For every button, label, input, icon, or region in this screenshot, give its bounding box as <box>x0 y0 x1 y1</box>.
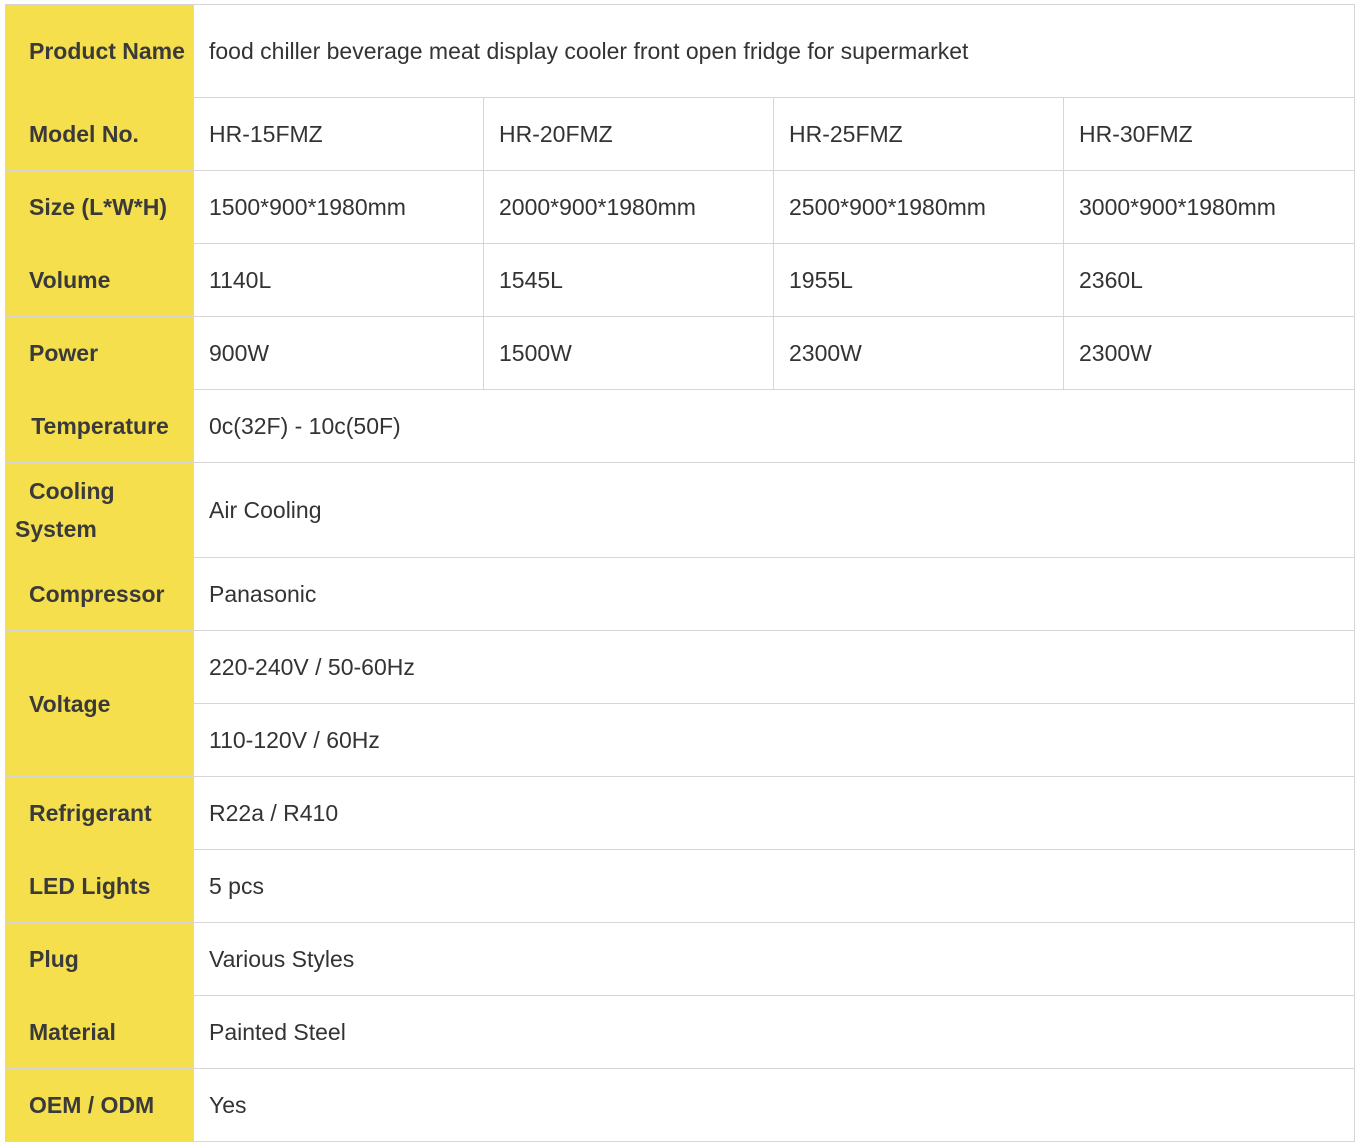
value-refrigerant: R22a / R410 <box>194 777 1355 850</box>
label-oem-odm: OEM / ODM <box>6 1069 194 1142</box>
value-size-4: 3000*900*1980mm <box>1064 171 1355 244</box>
label-led-lights: LED Lights <box>6 850 194 923</box>
row-led-lights <box>6 850 1355 923</box>
row-plug <box>6 923 1355 996</box>
row-power <box>6 317 1355 390</box>
label-compressor: Compressor <box>6 558 194 631</box>
label-refrigerant: Refrigerant <box>6 777 194 850</box>
row-compressor <box>6 558 1355 631</box>
label-plug: Plug <box>6 923 194 996</box>
value-model-3: HR-25FMZ <box>774 98 1064 171</box>
value-voltage-1: 220-240V / 50-60Hz <box>194 631 1355 704</box>
value-power-4: 2300W <box>1064 317 1355 390</box>
row-voltage-2 <box>6 704 1355 777</box>
value-led-lights: 5 pcs <box>194 850 1355 923</box>
value-volume-3: 1955L <box>774 244 1064 317</box>
value-temperature: 0c(32F) - 10c(50F) <box>194 390 1355 463</box>
value-power-3: 2300W <box>774 317 1064 390</box>
value-model-2: HR-20FMZ <box>484 98 774 171</box>
row-volume <box>6 244 1355 317</box>
row-refrigerant <box>6 777 1355 850</box>
row-model <box>6 98 1355 171</box>
row-material <box>6 996 1355 1069</box>
value-voltage-2: 110-120V / 60Hz <box>194 704 1355 777</box>
row-voltage-1 <box>6 631 1355 704</box>
label-voltage: Voltage <box>6 631 194 777</box>
label-power: Power <box>6 317 194 390</box>
label-cooling-system-text: Cooling System <box>15 478 115 542</box>
label-size: Size (L*W*H) <box>6 171 194 244</box>
label-volume: Volume <box>6 244 194 317</box>
label-product-name <box>6 5 194 98</box>
value-compressor: Panasonic <box>194 558 1355 631</box>
value-volume-4: 2360L <box>1064 244 1355 317</box>
label-temperature: Temperature <box>6 390 194 463</box>
value-product-name: food chiller beverage meat display cooler front open fridge for supermarket <box>194 5 1355 98</box>
value-size-3: 2500*900*1980mm <box>774 171 1064 244</box>
row-cooling-system <box>6 463 1355 558</box>
label-model: Model No. <box>6 98 194 171</box>
label-product-name-text: Product Name <box>29 38 185 64</box>
value-size-1: 1500*900*1980mm <box>194 171 484 244</box>
value-model-4: HR-30FMZ <box>1064 98 1355 171</box>
label-cooling-system <box>6 463 194 558</box>
value-size-2: 2000*900*1980mm <box>484 171 774 244</box>
value-oem-odm: Yes <box>194 1069 1355 1142</box>
value-power-2: 1500W <box>484 317 774 390</box>
specification-table <box>5 4 1355 1142</box>
value-volume-2: 1545L <box>484 244 774 317</box>
row-temperature <box>6 390 1355 463</box>
value-material: Painted Steel <box>194 996 1355 1069</box>
value-plug: Various Styles <box>194 923 1355 996</box>
row-size <box>6 171 1355 244</box>
row-product-name <box>6 5 1355 98</box>
value-model-1: HR-15FMZ <box>194 98 484 171</box>
value-power-1: 900W <box>194 317 484 390</box>
label-material: Material <box>6 996 194 1069</box>
value-volume-1: 1140L <box>194 244 484 317</box>
row-oem-odm <box>6 1069 1355 1142</box>
value-cooling-system: Air Cooling <box>194 463 1355 558</box>
